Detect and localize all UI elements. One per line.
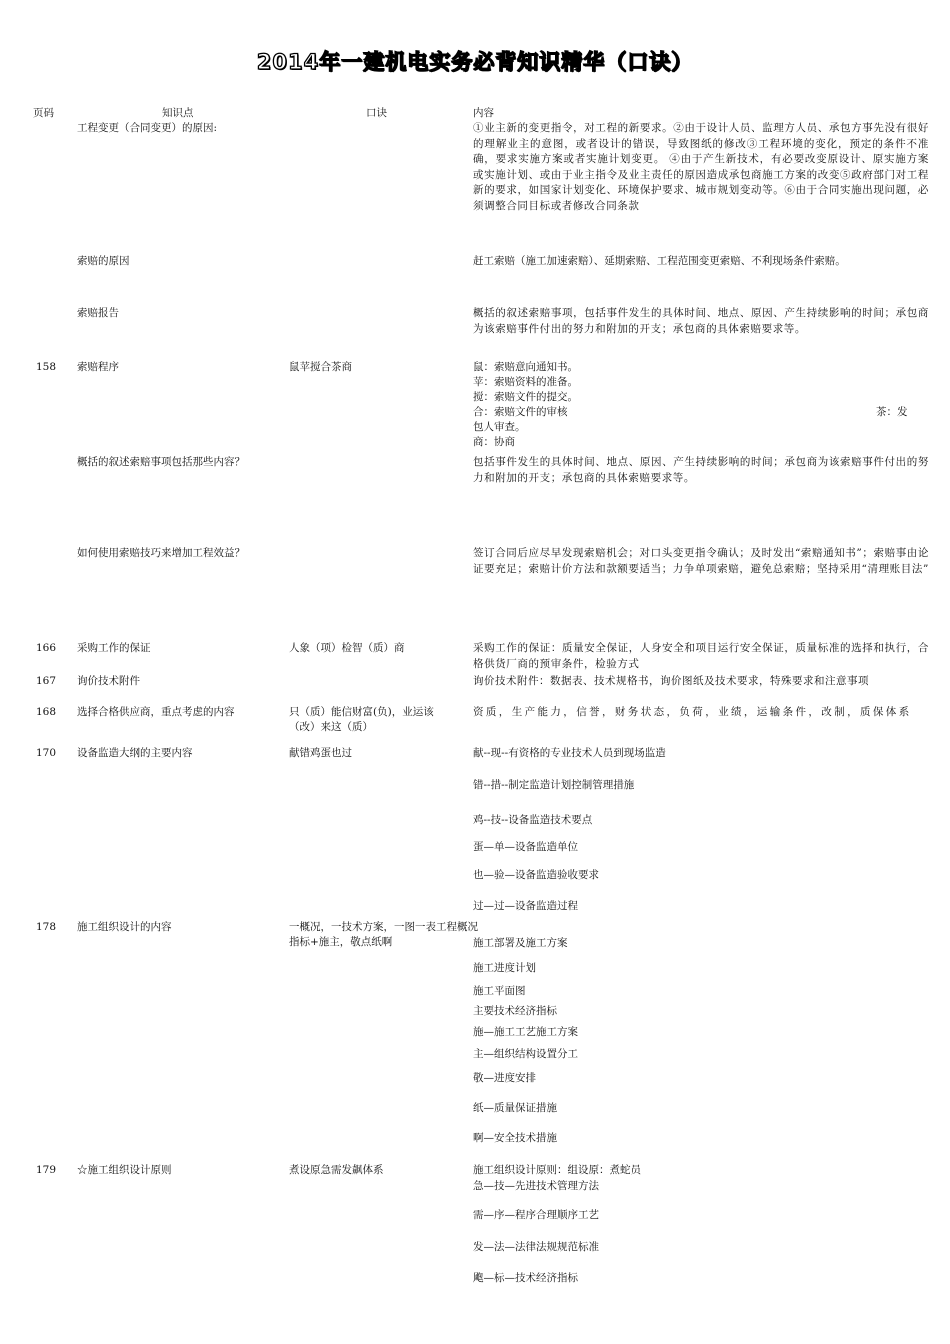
content-inquiry: 询价技术附件：数据表、技术规格书，询价图纸及技术要求，特殊要求和注意事项: [473, 675, 869, 687]
mnemonic-design-principles: 煮设原急需发飙体系: [289, 1164, 384, 1176]
page-number: 168: [36, 706, 57, 718]
mnemonic-supplier: 只（质）能信财富(负)，业运该: [289, 706, 434, 718]
content-line: 纸—质量保证措施: [473, 1102, 557, 1114]
content-line: 搅：索赔文件的提交。: [473, 391, 578, 403]
header-point: 知识点: [162, 107, 194, 119]
page-title: 2014年一建机电实务必背知识精华（口诀）: [256, 50, 694, 74]
point-design-principles: ☆施工组织设计原则: [77, 1164, 172, 1176]
point-supervision: 设备监造大纲的主要内容: [77, 747, 193, 759]
mnemonic-supervision: 献错鸡蛋也过: [289, 747, 352, 759]
content-line: 施—施工工艺施工方案: [473, 1026, 578, 1038]
point-claim-items: 概括的叙述索赔事项包括那些内容？: [77, 456, 245, 468]
point-change-reasons: 工程变更（合同变更）的原因:: [77, 122, 218, 134]
page-number: 166: [36, 642, 57, 654]
content-line: 需—序—程序合理顺序工艺: [473, 1209, 599, 1221]
header-content: 内容: [473, 107, 494, 119]
content-line: 鼠：索赔意向通知书。: [473, 361, 578, 373]
point-claim-reasons: 索赔的原因: [77, 255, 130, 267]
point-inquiry: 询价技术附件: [77, 675, 140, 687]
header-page: 页码: [33, 107, 54, 119]
content-supplier: 资质，生产能力，信誉，财务状态，负荷，业绩，运输条件，改制，质保体系: [473, 706, 912, 718]
content-line: 也—验—设备监造验收要求: [473, 869, 599, 881]
page-number: 170: [36, 747, 57, 759]
content-line: 急—技—先进技术管理方法: [473, 1180, 599, 1192]
content-claim-report: 概括的叙述索赔事项，包括事件发生的具体时间、地点、原因、产生持续影响的时间；承包商为该索赔事件付出的努力和附加的开支；承包商的具体索赔要求等。: [473, 307, 929, 335]
content-line: 啊—安全技术措施: [473, 1132, 557, 1144]
mnemonic-supplier: （改）来这（质）: [289, 721, 373, 733]
point-supplier: 选择合格供应商，重点考虑的内容: [77, 706, 235, 718]
page-number: 158: [36, 361, 57, 373]
content-claim-reasons: 赶工索赔（施工加速索赔）、延期索赔、工程范围变更索赔、不利现场条件索赔。: [473, 255, 846, 267]
content-line: 施工部署及施工方案: [473, 937, 568, 949]
point-claim-procedure: 索赔程序: [77, 361, 119, 373]
header-mnemonic: 口诀: [366, 107, 387, 119]
content-change-reasons: ①业主新的变更指令，对工程的新要求。②由于设计人员、监理方人员、承包方事先没有很好的理解业主的意图，或者设计的错误，导致图纸的修改③工程环境的变化，预定的条件不准确，要求实施方案或者实施计划变更。 ④由于产生新技术，有必要改变原设计、原实施方案或实施计划、或由于业主指令及业主责任的原因造成承包商施工方案的改变⑤政府部门对工程新的要求，如国家计划变化、环境保护要求、城市规划变动等。⑥由于合同实施出现问题，必须调整合同目标或者修改合同条款: [473, 122, 929, 212]
content-line: 蛋—单—设备监造单位: [473, 841, 578, 853]
page-number: 178: [36, 921, 57, 933]
content-line: 敬—进度安排: [473, 1072, 536, 1084]
content-line: 茶：发: [876, 406, 908, 418]
content-line: 包人审查。: [473, 421, 526, 433]
content-line: 发—法—法律法规规范标准: [473, 1241, 599, 1253]
content-line: 献--现--有资格的专业技术人员到现场监造: [473, 747, 666, 759]
content-line: 错--措--制定监造计划控制管理措施: [473, 779, 635, 791]
content-line: 商：协商: [473, 436, 515, 448]
content-line: 主—组织结构设置分工: [473, 1048, 578, 1060]
page-number: 167: [36, 675, 57, 687]
mnemonic-claim-procedure: 鼠苹搅合茶商: [289, 361, 352, 373]
content-line: 苹：索赔资料的准备。: [473, 376, 578, 388]
content-line: 施工进度计划: [473, 962, 536, 974]
content-line: 施工组织设计原则：组设原：煮蛇员: [473, 1164, 641, 1176]
content-line: 鸡--技--设备监造技术要点: [473, 814, 593, 826]
content-claim-skills: 签订合同后应尽早发现索赔机会；对口头变更指令确认；及时发出“索赔通知书”；索赔事由论证要充足；索赔计价方法和款额要适当；力争单项索赔，避免总索赔；坚持采用“清理账目法”: [473, 547, 929, 575]
point-claim-skills: 如何使用索赔技巧来增加工程效益？: [77, 547, 245, 559]
content-line: 主要技术经济指标: [473, 1005, 557, 1017]
point-claim-report: 索赔报告: [77, 307, 119, 319]
content-line: 施工平面图: [473, 985, 526, 997]
mnemonic-procurement: 人象（项）检智（质）商: [289, 642, 405, 654]
point-construction-design: 施工组织设计的内容: [77, 921, 172, 933]
content-line: 过—过—设备监造过程: [473, 900, 578, 912]
mnemonic-construction-design: 一概况，一技术方案，一图一表工程概况: [289, 921, 478, 933]
content-claim-items: 包括事件发生的具体时间、地点、原因、产生持续影响的时间；承包商为该索赔事件付出的努力和附加的开支；承包商的具体索赔要求等。: [473, 456, 929, 484]
content-line: 飑—标—技术经济指标: [473, 1272, 578, 1284]
content-procurement: 采购工作的保证：质量安全保证，人身安全和项目运行安全保证，质量标准的选择和执行，合格供货厂商的预审条件，检验方式: [473, 642, 929, 670]
page-number: 179: [36, 1164, 57, 1176]
point-procurement: 采购工作的保证: [77, 642, 151, 654]
mnemonic-construction-design: 指标+施主，敬点纸啊: [289, 936, 393, 948]
content-line: 合：索赔文件的审核: [473, 406, 568, 418]
